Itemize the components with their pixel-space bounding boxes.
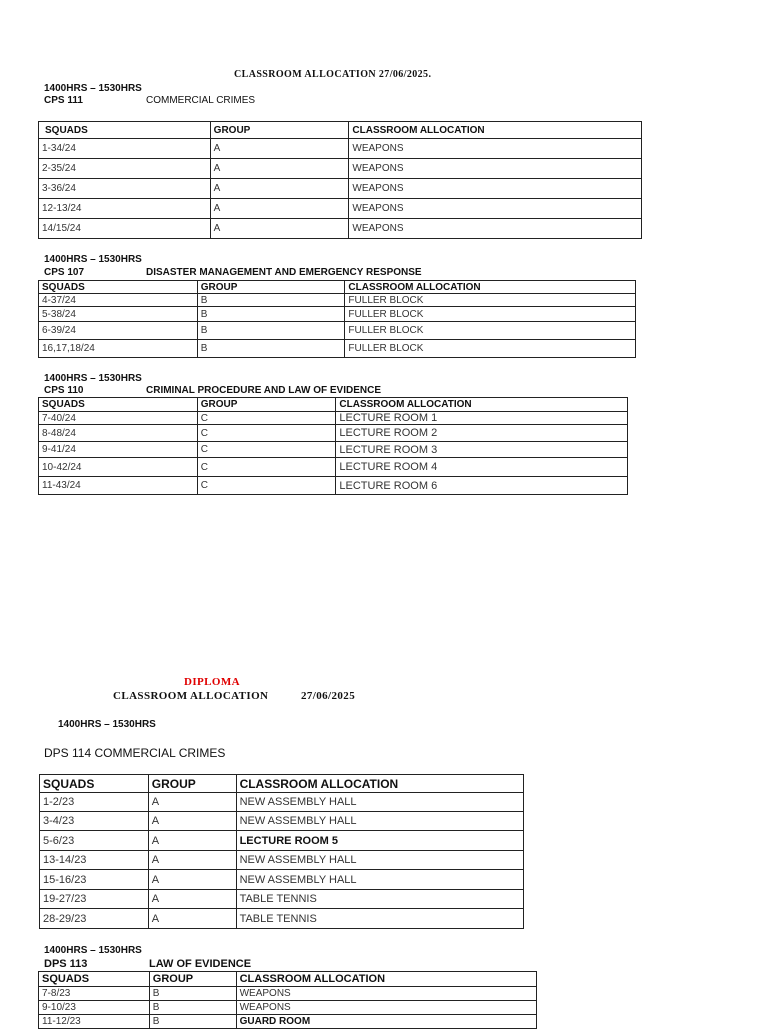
allocation-table — [38, 397, 628, 495]
cell-squad: 10-42/24 — [39, 458, 198, 477]
header-group: GROUP — [148, 775, 236, 793]
cell-classroom: WEAPONS — [349, 199, 642, 219]
table-row — [39, 179, 642, 199]
table-row — [39, 199, 642, 219]
section-time: 1400HRS – 1530HRS — [44, 945, 142, 956]
cell-squad: 5-6/23 — [40, 831, 149, 851]
cell-classroom: FULLER BLOCK — [345, 294, 636, 307]
cell-squad: 1-2/23 — [40, 793, 149, 812]
cell-classroom: WEAPONS — [349, 159, 642, 179]
cell-group: C — [197, 412, 336, 425]
cell-group: A — [210, 139, 349, 159]
table-row — [39, 425, 628, 442]
cell-group: B — [149, 987, 236, 1001]
cell-squad: 13-14/23 — [40, 851, 149, 870]
cell-squad: 19-27/23 — [40, 890, 149, 909]
cell-squad: 1-34/24 — [39, 139, 211, 159]
table-row — [40, 870, 524, 890]
diploma-date: 27/06/2025 — [301, 690, 356, 702]
table-header-row — [39, 122, 642, 139]
cell-classroom: NEW ASSEMBLY HALL — [236, 793, 523, 812]
cell-classroom: TABLE TENNIS — [236, 890, 523, 909]
cell-classroom: FULLER BLOCK — [345, 322, 636, 340]
table-row — [39, 340, 636, 358]
cell-group: C — [197, 425, 336, 442]
header-classroom: CLASSROOM ALLOCATION — [345, 281, 636, 294]
cell-classroom: WEAPONS — [236, 987, 536, 1001]
header-group: GROUP — [210, 122, 349, 139]
header-group: GROUP — [197, 398, 336, 412]
cell-group: A — [148, 851, 236, 870]
table-row — [39, 219, 642, 239]
table-row — [40, 812, 524, 831]
table-header-row — [40, 775, 524, 793]
table-row — [40, 909, 524, 929]
allocation-table — [38, 280, 636, 358]
cell-squad: 3-36/24 — [39, 179, 211, 199]
cell-squad: 11-43/24 — [39, 477, 198, 495]
table-row — [40, 793, 524, 812]
cell-squad: 4-37/24 — [39, 294, 198, 307]
cell-squad: 3-4/23 — [40, 812, 149, 831]
table-header-row — [39, 281, 636, 294]
cell-squad: 9-10/23 — [39, 1001, 150, 1015]
cell-squad: 5-38/24 — [39, 307, 198, 322]
cell-group: A — [210, 159, 349, 179]
diploma-label: DIPLOMA — [184, 676, 240, 688]
header-squads: SQUADS — [39, 972, 150, 987]
cell-group: B — [197, 294, 345, 307]
cell-squad: 11-12/23 — [39, 1015, 150, 1029]
header-squads: SQUADS — [39, 281, 198, 294]
table-row — [39, 1015, 537, 1029]
header-classroom: CLASSROOM ALLOCATION — [349, 122, 642, 139]
table-row — [39, 159, 642, 179]
diploma-title: CLASSROOM ALLOCATION — [113, 690, 269, 702]
cell-classroom: LECTURE ROOM 2 — [336, 425, 628, 442]
header-squads: SQUADS — [39, 122, 211, 139]
cell-classroom: FULLER BLOCK — [345, 340, 636, 358]
course-name: LAW OF EVIDENCE — [149, 958, 252, 970]
header-classroom: CLASSROOM ALLOCATION — [336, 398, 628, 412]
table-row — [39, 294, 636, 307]
cell-group: A — [210, 219, 349, 239]
course-line: DPS 114 COMMERCIAL CRIMES — [44, 746, 226, 760]
cell-classroom: GUARD ROOM — [236, 1015, 536, 1029]
cell-group: A — [148, 793, 236, 812]
cell-squad: 2-35/24 — [39, 159, 211, 179]
cell-squad: 12-13/24 — [39, 199, 211, 219]
course-name: CRIMINAL PROCEDURE AND LAW OF EVIDENCE — [146, 385, 382, 396]
section-time: 1400HRS – 1530HRS — [44, 83, 142, 94]
cell-group: C — [197, 458, 336, 477]
cell-classroom: LECTURE ROOM 5 — [236, 831, 523, 851]
section-time: 1400HRS – 1530HRS — [44, 254, 142, 265]
table-row — [39, 307, 636, 322]
course-code: CPS 111 — [44, 95, 83, 106]
table-row — [40, 831, 524, 851]
cell-classroom: WEAPONS — [349, 179, 642, 199]
cell-squad: 9-41/24 — [39, 442, 198, 458]
cell-classroom: NEW ASSEMBLY HALL — [236, 870, 523, 890]
cell-squad: 15-16/23 — [40, 870, 149, 890]
cell-squad: 28-29/23 — [40, 909, 149, 929]
cell-group: B — [197, 340, 345, 358]
cell-group: B — [149, 1015, 236, 1029]
allocation-table — [39, 774, 524, 929]
cell-classroom: WEAPONS — [349, 139, 642, 159]
cell-group: A — [148, 909, 236, 929]
section-time: 1400HRS – 1530HRS — [58, 719, 156, 730]
cell-group: A — [148, 870, 236, 890]
cell-classroom: LECTURE ROOM 3 — [336, 442, 628, 458]
cell-squad: 16,17,18/24 — [39, 340, 198, 358]
cell-group: B — [197, 322, 345, 340]
cell-classroom: NEW ASSEMBLY HALL — [236, 851, 523, 870]
table-header-row — [39, 972, 537, 987]
cell-group: C — [197, 442, 336, 458]
table-row — [39, 442, 628, 458]
cell-group: A — [148, 890, 236, 909]
cell-classroom: WEAPONS — [236, 1001, 536, 1015]
course-code: CPS 110 — [44, 385, 84, 396]
cell-classroom: WEAPONS — [349, 219, 642, 239]
cell-group: B — [197, 307, 345, 322]
cell-squad: 7-40/24 — [39, 412, 198, 425]
table-row — [39, 477, 628, 495]
table-row — [39, 987, 537, 1001]
cell-classroom: LECTURE ROOM 6 — [336, 477, 628, 495]
table-row — [39, 1001, 537, 1015]
header-group: GROUP — [197, 281, 345, 294]
cell-squad: 8-48/24 — [39, 425, 198, 442]
course-name: DISASTER MANAGEMENT AND EMERGENCY RESPONSE — [146, 267, 422, 278]
cell-classroom: LECTURE ROOM 4 — [336, 458, 628, 477]
table-row — [40, 890, 524, 909]
cell-classroom: LECTURE ROOM 1 — [336, 412, 628, 425]
allocation-table — [38, 121, 642, 239]
course-name: COMMERCIAL CRIMES — [146, 95, 256, 106]
cell-classroom: FULLER BLOCK — [345, 307, 636, 322]
header-squads: SQUADS — [39, 398, 198, 412]
cell-group: A — [210, 199, 349, 219]
cell-group: A — [148, 831, 236, 851]
cell-group: C — [197, 477, 336, 495]
cell-group: A — [148, 812, 236, 831]
course-code: CPS 107 — [44, 267, 85, 278]
header-classroom: CLASSROOM ALLOCATION — [236, 775, 523, 793]
header-classroom: CLASSROOM ALLOCATION — [236, 972, 536, 987]
cell-group: B — [149, 1001, 236, 1015]
header-squads: SQUADS — [40, 775, 149, 793]
table-row — [39, 322, 636, 340]
page-title: CLASSROOM ALLOCATION 27/06/2025. — [234, 69, 432, 80]
cell-squad: 14/15/24 — [39, 219, 211, 239]
cell-squad: 6-39/24 — [39, 322, 198, 340]
allocation-table — [38, 971, 537, 1029]
table-header-row — [39, 398, 628, 412]
cell-squad: 7-8/23 — [39, 987, 150, 1001]
table-row — [39, 412, 628, 425]
header-group: GROUP — [149, 972, 236, 987]
cell-group: A — [210, 179, 349, 199]
section-time: 1400HRS – 1530HRS — [44, 373, 142, 384]
table-row — [39, 139, 642, 159]
table-row — [39, 458, 628, 477]
cell-classroom: TABLE TENNIS — [236, 909, 523, 929]
cell-classroom: NEW ASSEMBLY HALL — [236, 812, 523, 831]
table-row — [40, 851, 524, 870]
course-code: DPS 113 — [44, 958, 88, 970]
